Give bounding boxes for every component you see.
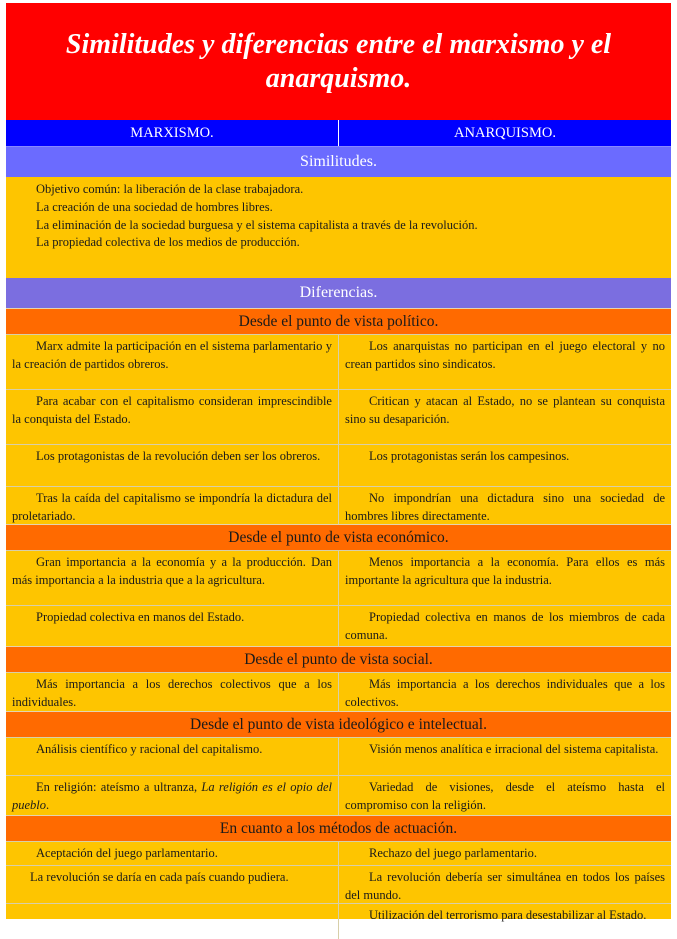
cell-marxismo: Los protagonistas de la revolución deben ser los obreros.: [6, 445, 339, 486]
table-row: [6, 672, 671, 711]
cell-anarquismo: Critican y atacan al Estado, no se plantean su conquista sino su desaparición.: [345, 394, 665, 426]
cell-anarquismo: Visión menos analítica e irracional del sistema capitalista.: [369, 742, 659, 756]
cell-anarquismo: Rechazo del juego parlamentario.: [369, 846, 537, 860]
cell-anarquismo: Propiedad colectiva en manos de los miembros de cada comuna.: [345, 610, 665, 642]
cell-anarquismo: No impondrían una dictadura sino una sociedad de hombres libres directamente.: [345, 491, 665, 523]
list-item: La creación de una sociedad de hombres libres.: [36, 199, 273, 214]
table-row: [6, 903, 671, 939]
list-item: La propiedad colectiva de los medios de producción.: [36, 235, 300, 250]
cell-anarquismo: Variedad de visiones, desde el ateísmo hasta el compromiso con la religión.: [345, 780, 665, 812]
cell-marxismo: Propiedad colectiva en manos del Estado.: [6, 606, 339, 646]
page-title: Similitudes y diferencias entre el marxismo y el anarquismo.: [65, 28, 612, 94]
table-row: [6, 841, 671, 865]
cell-anarquismo: Utilización del terrorismo para desestabilizar al Estado.: [369, 908, 647, 922]
table-row: [6, 389, 671, 444]
subsection-heading-metodos: En cuanto a los métodos de actuación.: [6, 815, 671, 841]
list-item: La eliminación de la sociedad burguesa y el sistema capitalista a través de la revolución.: [36, 217, 478, 232]
column-header-marxismo: MARXISMO.: [6, 120, 339, 146]
subsection-heading-social: Desde el punto de vista social.: [6, 646, 671, 672]
cell-anarquismo: Menos importancia a la economía. Para ellos es más importante la agricultura que la industria.: [345, 555, 665, 587]
cell-marxismo: Para acabar con el capitalismo consideran imprescindible la conquista del Estado.: [6, 390, 339, 444]
column-header-row: [6, 120, 671, 147]
comparison-table: [6, 3, 671, 922]
title-banner: [6, 3, 671, 120]
cell-marxismo: Gran importancia a la economía y a la producción. Dan más importancia a la industria que a la agricultura.: [6, 551, 339, 605]
subsection-heading-ideologico: Desde el punto de vista ideológico e intelectual.: [6, 711, 671, 737]
cell-anarquismo: Los anarquistas no participan en el juego electoral y no crean partidos sino sindicatos.: [345, 339, 665, 371]
subsection-heading-politico: Desde el punto de vista político.: [6, 308, 671, 334]
cell-anarquismo: Los protagonistas serán los campesinos.: [369, 449, 570, 463]
table-row: [6, 737, 671, 775]
cell-marxismo: La revolución se daría en cada país cuando pudiera.: [6, 866, 339, 903]
cell-marxismo: Análisis científico y racional del capitalismo.: [6, 738, 339, 775]
table-row: [6, 865, 671, 903]
cell-marxismo: Más importancia a los derechos colectivos que a los individuales.: [6, 673, 339, 711]
cell-marxismo: Marx admite la participación en el sistema parlamentario y la creación de partidos obreros.: [6, 335, 339, 389]
table-row: [6, 444, 671, 486]
section-heading-similitudes: Similitudes.: [6, 147, 671, 177]
cell-marxismo: En religión: ateísmo a ultranza, La religión es el opio del pueblo.: [6, 776, 339, 815]
cell-anarquismo: La revolución debería ser simultánea en todos los países del mundo.: [345, 870, 665, 902]
table-row: [6, 334, 671, 389]
cell-anarquismo: Más importancia a los derechos individuales que a los colectivos.: [345, 677, 665, 709]
cell-marxismo: Aceptación del juego parlamentario.: [6, 842, 339, 865]
column-header-anarquismo: ANARQUISMO.: [454, 124, 556, 141]
list-item: Objetivo común: la liberación de la clase trabajadora.: [36, 182, 304, 196]
similitudes-list: [6, 177, 671, 278]
table-row: [6, 605, 671, 646]
table-row: [6, 550, 671, 605]
subsection-heading-economico: Desde el punto de vista económico.: [6, 524, 671, 550]
cell-marxismo: Tras la caída del capitalismo se impondría la dictadura del proletariado.: [6, 487, 339, 524]
table-row: [6, 775, 671, 815]
table-row: [6, 486, 671, 524]
quote-italic: La religión es el opio del pueblo: [12, 780, 333, 812]
section-heading-diferencias: Diferencias.: [6, 278, 671, 308]
